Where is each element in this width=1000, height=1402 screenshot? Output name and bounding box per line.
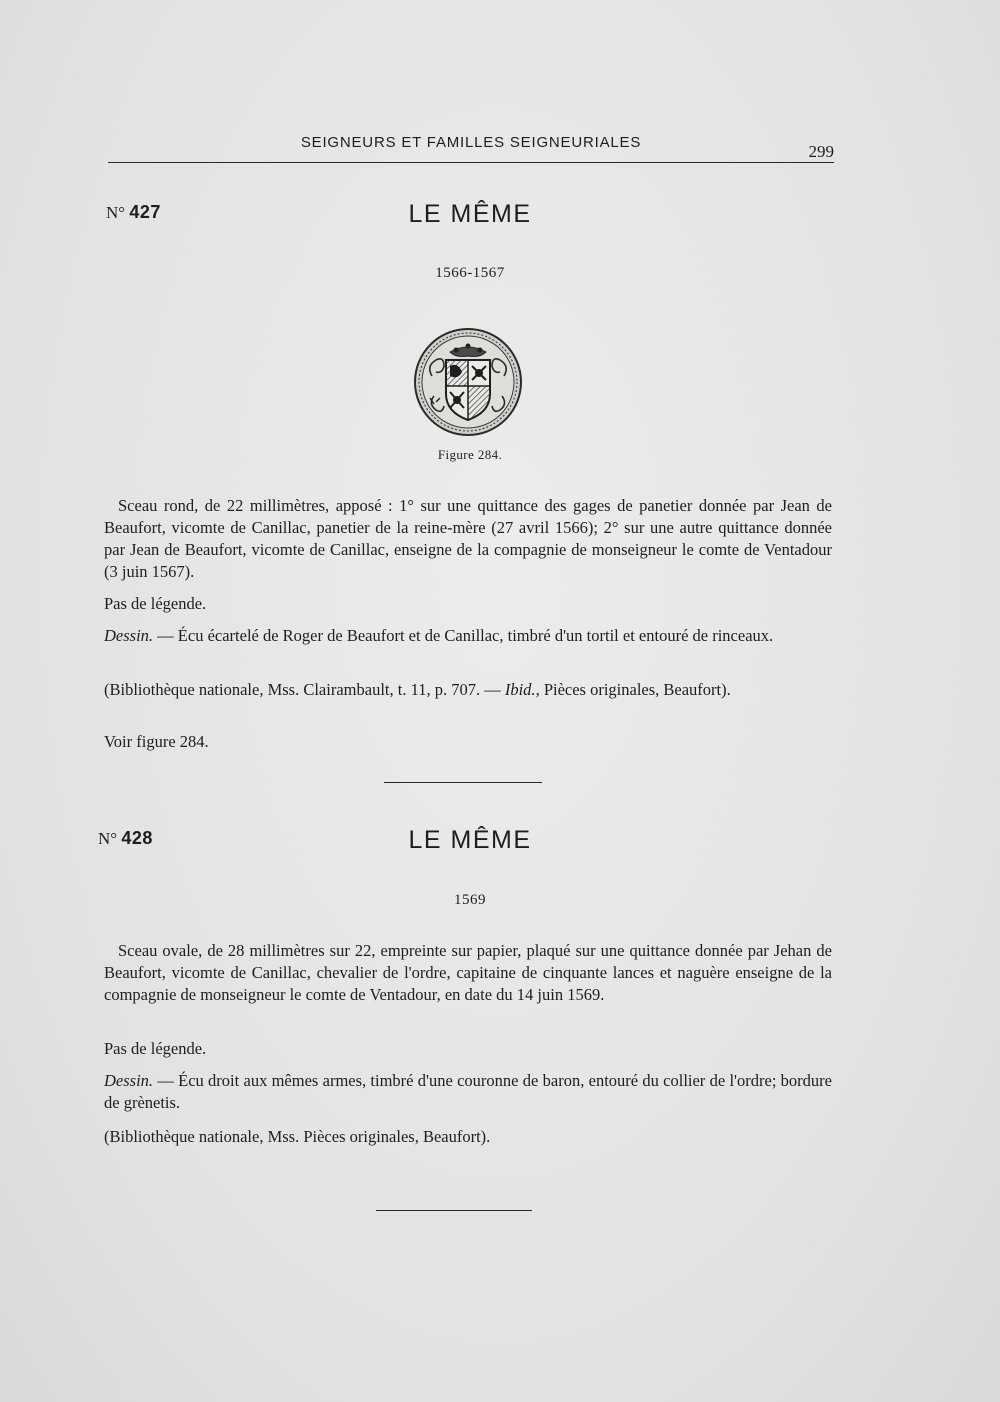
entry-title: LE MÊME: [408, 826, 532, 854]
dessin-paragraph: [104, 1070, 832, 1114]
legend-note: Pas de légende.: [104, 1039, 207, 1058]
dessin-paragraph: [104, 625, 832, 647]
legend-note: Pas de légende.: [104, 594, 207, 613]
entry-number-value: 428: [121, 828, 153, 848]
section-separator: [376, 1210, 532, 1211]
source-close: , Pièces originales, Beaufort).: [535, 680, 731, 699]
entry-title: LE MÊME: [408, 200, 532, 228]
running-title: SEIGNEURS ET FAMILLES SEIGNEURIALES: [300, 134, 642, 151]
section-separator: [384, 782, 542, 783]
source-citation: [104, 679, 832, 701]
see-figure-note: Voir figure 284.: [104, 732, 209, 751]
dessin-text: — Écu écartelé de Roger de Beaufort et de Canillac, timbré d'un tortil et entouré de rinceaux.: [153, 626, 774, 645]
dessin-label: Dessin.: [104, 1071, 154, 1090]
source-citation: (Bibliothèque nationale, Mss. Pièces originales, Beaufort).: [104, 1127, 491, 1146]
page-header: [108, 132, 834, 168]
entry-date: 1566-1567: [435, 265, 505, 281]
source-ibid: Ibid.: [504, 680, 536, 699]
dessin-text: — Écu droit aux mêmes armes, timbré d'une couronne de baron, entouré du collier de l'ordre; bordure de grènetis.: [104, 1071, 832, 1112]
seal-description: Sceau ovale, de 28 millimètres sur 22, empreinte sur papier, plaqué sur une quittance donnée par Jehan de Beaufort, vicomte de Canillac, chevalier de l'ordre, capitaine de cinquante lances et naguère enseigne de la compagnie de monseigneur le comte de Ventadour, en date du 14 juin 1569.: [104, 941, 832, 1004]
seal-description: Sceau rond, de 22 millimètres, apposé : 1° sur une quittance des gages de panetier donnée par Jean de Beaufort, vicomte de Canillac, panetier de la reine-mère (27 avril 1566); 2° sur une autre quittance donnée par Jean de Beaufort, vicomte de Canillac, enseigne de la compagnie de monseigneur le comte de Ventadour (3 juin 1567).: [104, 496, 832, 581]
figure-caption: Figure 284.: [437, 447, 503, 462]
entry-date: 1569: [454, 892, 486, 908]
entry-number-value: 427: [129, 202, 161, 222]
page-number: 299: [808, 142, 834, 161]
header-rule: [108, 162, 834, 163]
entry-number-prefix: N°: [106, 203, 126, 222]
source-open: (Bibliothèque nationale, Mss. Clairambault, t. 11, p. 707. —: [104, 680, 505, 699]
seal-image: [410, 326, 526, 438]
entry-number-prefix: N°: [98, 829, 118, 848]
dessin-label: Dessin.: [104, 626, 154, 645]
